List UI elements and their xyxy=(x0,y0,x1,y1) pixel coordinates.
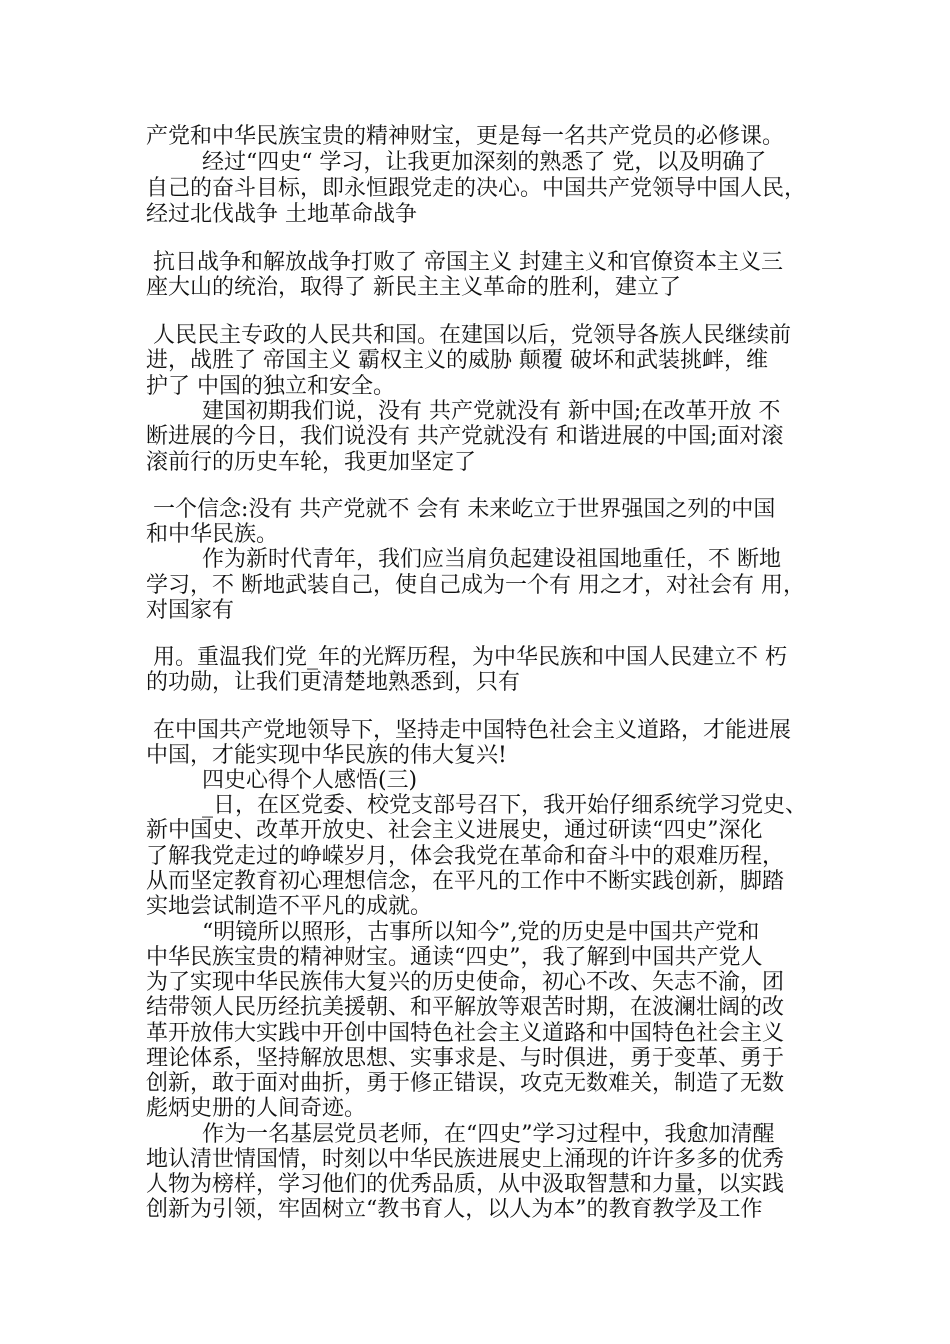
text-line: 抗日战争和解放战争打败了 帝国主义 封建主义和官僚资本主义三 xyxy=(146,250,783,275)
text-line: 地认清世情国情，时刻以中华民族进展史上涌现的许许多多的优秀 xyxy=(146,1147,785,1172)
text-line: 断进展的今日，我们说没有 共产党就没有 和谐进展的中国;面对滚 xyxy=(146,424,784,449)
text-line: 彪炳史册的人间奇迹。 xyxy=(146,1096,367,1121)
text-line: 座大山的统治，取得了 新民主主义革命的胜利，建立了 xyxy=(146,275,681,300)
text-line: 的功勋，让我们更清楚地熟悉到，只有 xyxy=(146,670,521,695)
text-line: 为了实现中华民族伟大复兴的历史使命，初心不改、矢志不渝，团 xyxy=(146,970,785,995)
text-line: 中国，才能实现中华民族的伟大复兴! xyxy=(146,743,507,768)
text-line: 护了 中国的独立和安全。 xyxy=(146,374,395,399)
text-line: 人物为榜样，学习他们的优秀品质，从中汲取智慧和力量，以实践 xyxy=(146,1172,785,1197)
text-line: 经过北伐战争 土地革命战争 xyxy=(146,202,417,227)
text-line: _日，在区党委、校党支部号召下，我开始仔细系统学习党史、 xyxy=(146,793,807,818)
text-line: 对国家有 xyxy=(146,598,235,623)
text-line: 和中华民族。 xyxy=(146,522,279,547)
text-line: 一个信念:没有 共产党就不 会有 未来屹立于世界强国之列的中国 xyxy=(146,497,776,522)
text-line: 理论体系，坚持解放思想、实事求是、与时俱进，勇于变革、勇于 xyxy=(146,1046,785,1071)
text-line: 四史心得个人感悟(三) xyxy=(146,768,418,793)
text-line: 从而坚定教育初心理想信念，在平凡的工作中不断实践创新，脚踏 xyxy=(146,869,785,894)
text-line: 人民民主专政的人民共和国。在建国以后，党领导各族人民继续前 xyxy=(146,323,791,348)
text-line: 自己的奋斗目标，即永恒跟党走的决心。中国共产党领导中国人民， xyxy=(146,176,807,201)
text-line: 创新，敢于面对曲折，勇于修正错误，攻克无数难关，制造了无数 xyxy=(146,1071,785,1096)
text-line: 在中国共产党地领导下，坚持走中国特色社会主义道路，才能进展 xyxy=(146,718,791,743)
text-line: 建国初期我们说，没有 共产党就没有 新中国;在改革开放 不 xyxy=(146,399,781,424)
text-line: 作为新时代青年，我们应当肩负起建设祖国地重任，不 断地 xyxy=(146,547,781,572)
text-line: 结带领人民历经抗美援朝、和平解放等艰苦时期，在波澜壮阔的改 xyxy=(146,995,785,1020)
text-line: 创新为引领，牢固树立“教书育人，以人为本”的教育教学及工作 xyxy=(146,1197,763,1222)
text-line: 新中国史、改革开放史、社会主义进展史，通过研读“四史”深化 xyxy=(146,818,763,843)
text-line: 实地尝试制造不平凡的成就。 xyxy=(146,894,433,919)
text-line: 产党和中华民族宝贵的精神财宝，更是每一名共产党员的必修课。 xyxy=(146,124,785,149)
text-line: 经过“四史“ 学习，让我更加深刻的熟悉了 党，以及明确了 xyxy=(146,150,767,175)
text-line: “明镜所以照形，古事所以知今”,党的历史是中国共产党和 xyxy=(146,920,760,945)
text-line: 学习，不 断地武装自己，使自己成为一个有 用之才，对社会有 用， xyxy=(146,573,805,598)
text-line: 中华民族宝贵的精神财宝。通读“四史”，我了解到中国共产党人 xyxy=(146,945,763,970)
text-line: 用。重温我们党_年的光辉历程，为中华民族和中国人民建立不 朽 xyxy=(146,645,787,670)
text-line: 滚前行的历史车轮，我更加坚定了 xyxy=(146,450,477,475)
text-line: 作为一名基层党员老师，在“四史”学习过程中，我愈加清醒 xyxy=(146,1122,775,1147)
text-line: 革开放伟大实践中开创中国特色社会主义道路和中国特色社会主义 xyxy=(146,1021,785,1046)
text-line: 了解我党走过的峥嵘岁月，体会我党在革命和奋斗中的艰难历程， xyxy=(146,844,785,869)
text-line: 进，战胜了 帝国主义 霸权主义的威胁 颠覆 破坏和武装挑衅，维 xyxy=(146,348,768,373)
